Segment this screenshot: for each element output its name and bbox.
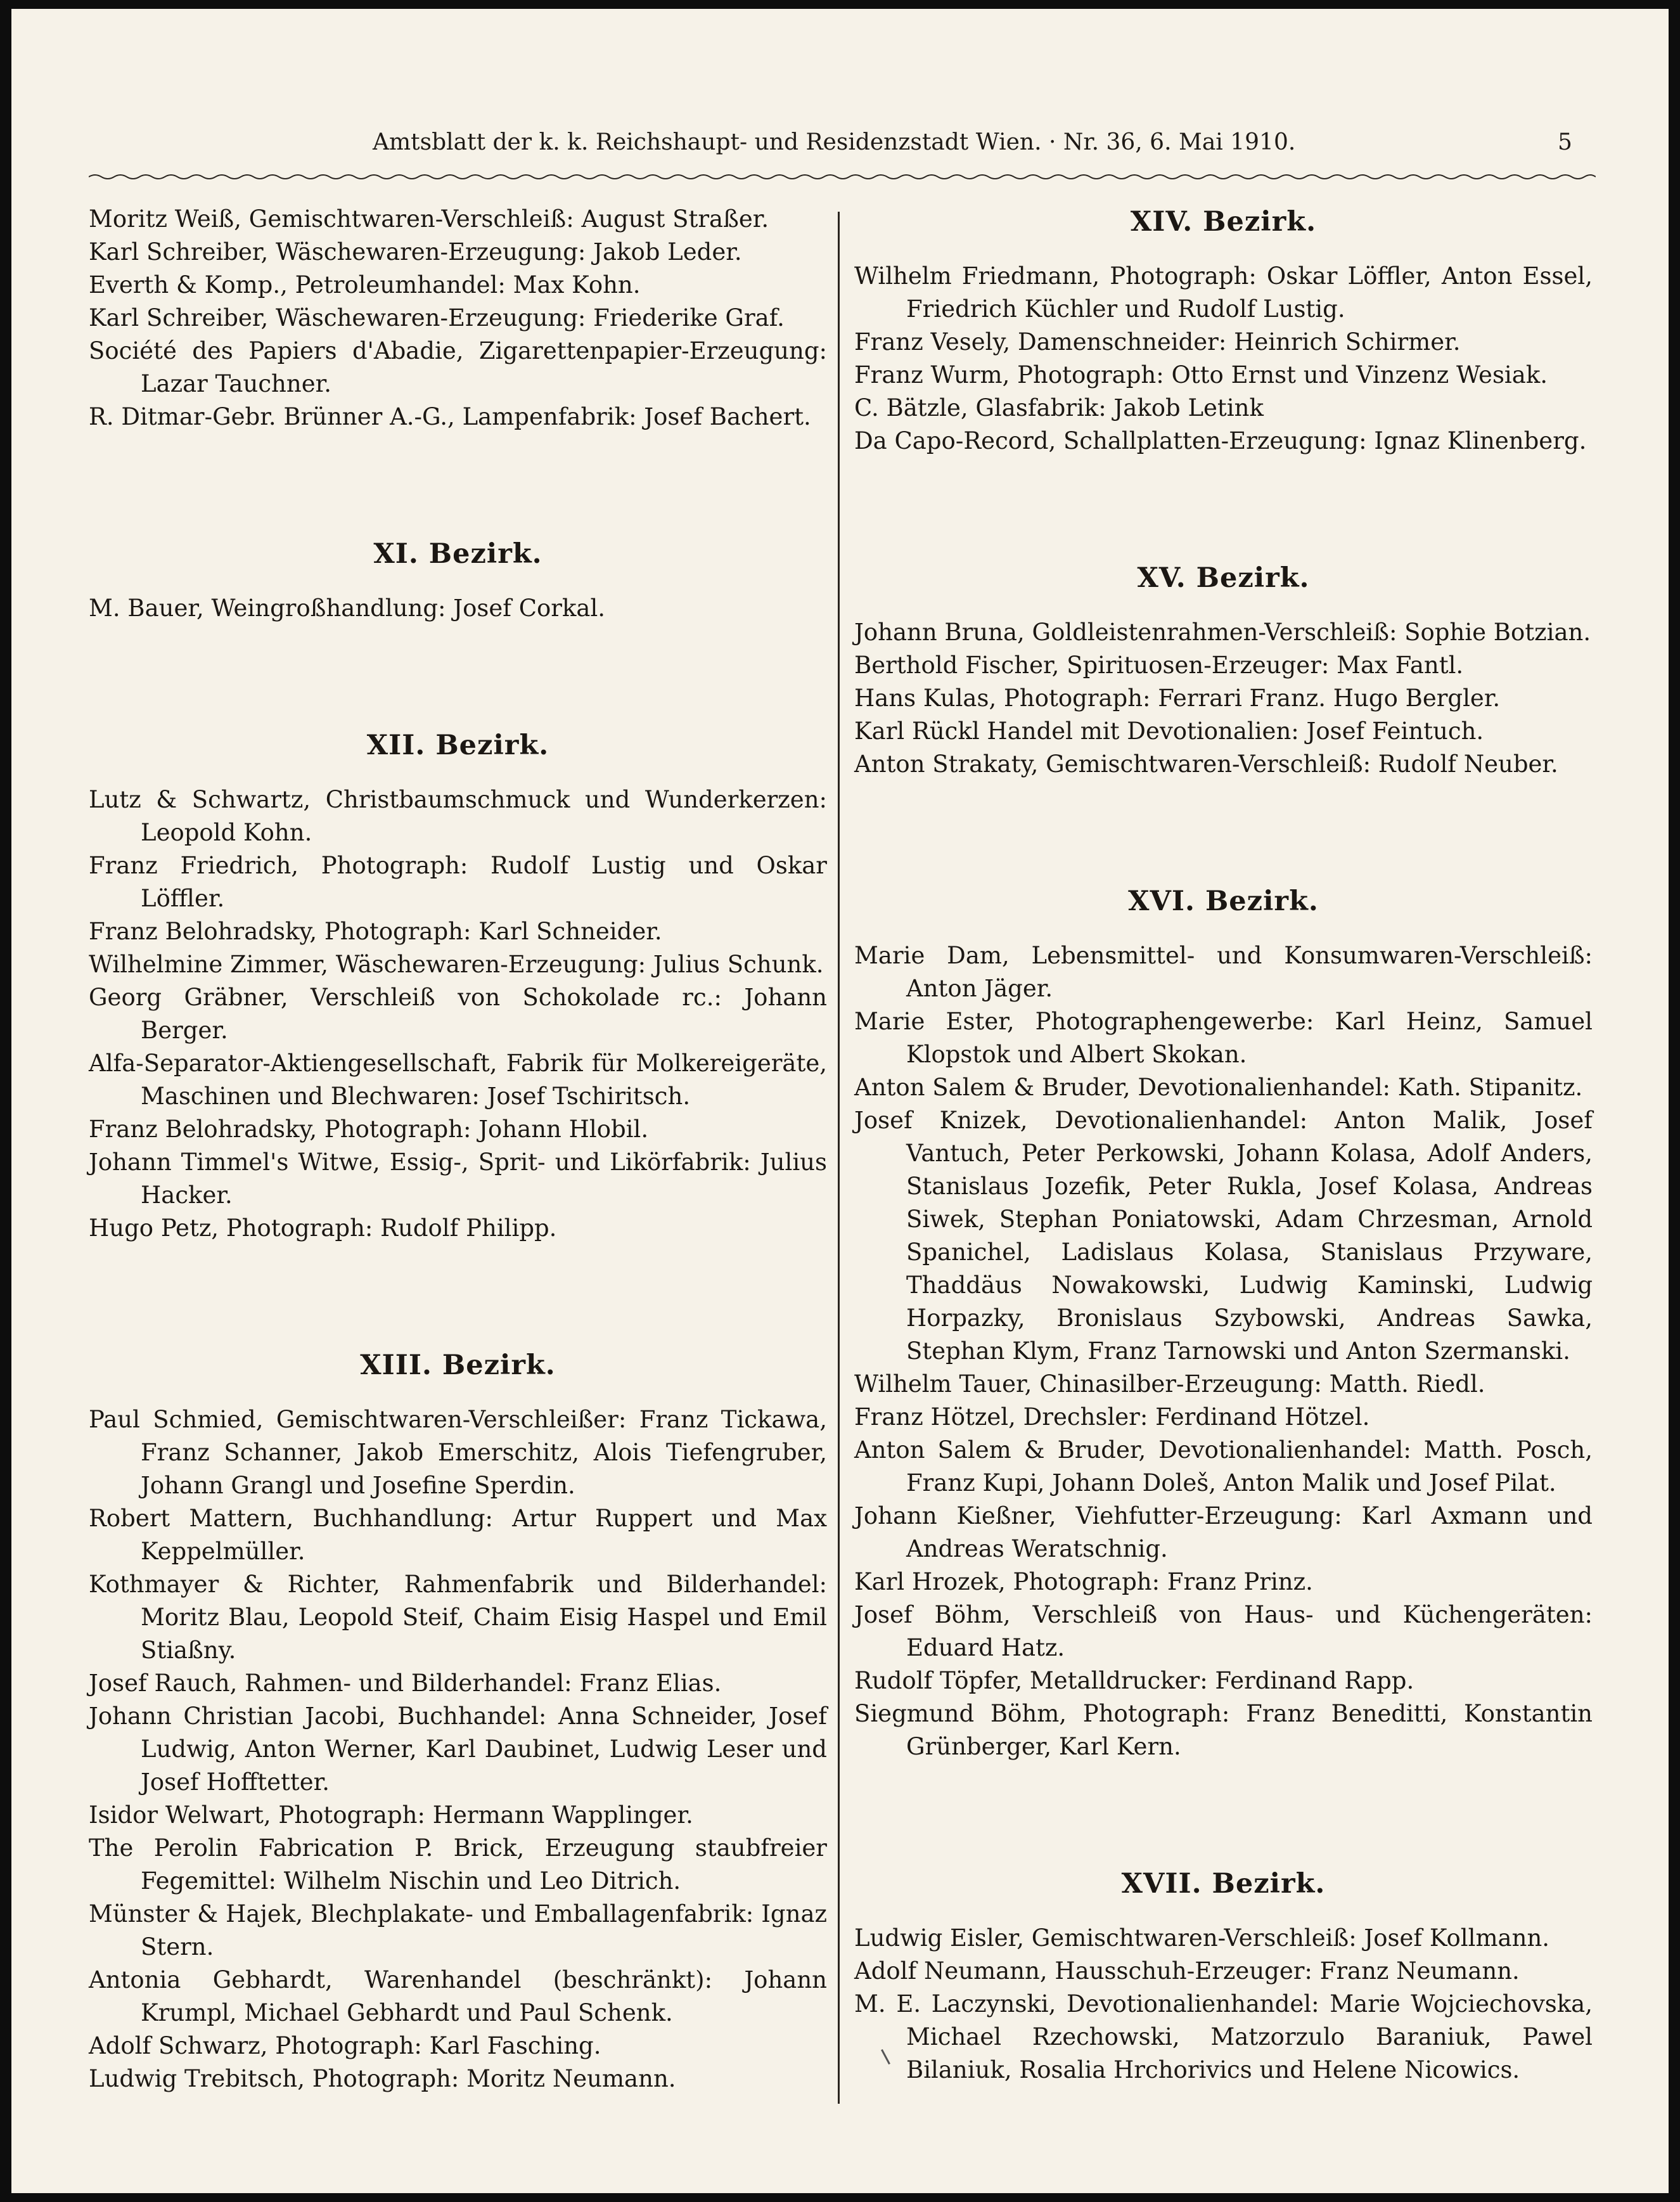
- list-item: Johann Timmel's Witwe, Essig-, Sprit- und Likörfabrik: Julius Hacker.: [89, 1149, 827, 1209]
- list-item: C. Bätzle, Glasfabrik: Jakob Letink: [854, 394, 1264, 422]
- list-item: Paul Schmied, Gemischtwaren-Verschleißer: Franz Tickawa, Franz Schanner, Jakob Emerschitz, Alois Tiefengruber, Johann Grangl und Josefine Sperdin.: [89, 1406, 827, 1499]
- list-item: Hans Kulas, Photograph: Ferrari Franz. Hugo Bergler.: [854, 685, 1501, 712]
- list-item: Johann Christian Jacobi, Buchhandel: Anna Schneider, Josef Ludwig, Anton Werner, Karl Daubinet, Ludwig Leser und Josef Hofftetter.: [89, 1703, 827, 1796]
- list-item: Ludwig Trebitsch, Photograph: Moritz Neumann.: [89, 2065, 676, 2092]
- newspaper-page: [11, 9, 1669, 2193]
- list-item: Robert Mattern, Buchhandlung: Artur Ruppert und Max Keppelmüller.: [89, 1505, 827, 1565]
- list-item: M. E. Laczynski, Devotionalienhandel: Marie Wojciechovska, Michael Rzechowski, Matzorzulo Baraniuk, Pawel Bilaniuk, Rosalia Hrchorivics und Helene Nicowics.: [854, 1990, 1593, 2083]
- district-heading-xv: XV. Bezirk.: [1137, 562, 1310, 594]
- district-heading-xvii: XVII. Bezirk.: [1121, 1868, 1326, 1900]
- list-item: Karl Rückl Handel mit Devotionalien: Josef Feintuch.: [854, 718, 1484, 745]
- list-item: Münster & Hajek, Blechplakate- und Emballagenfabrik: Ignaz Stern.: [89, 1900, 827, 1961]
- list-item: Société des Papiers d'Abadie, Zigarettenpapier-Erzeugung: Lazar Tauchner.: [89, 337, 827, 397]
- list-item: Adolf Schwarz, Photograph: Karl Fasching.: [89, 2032, 601, 2059]
- list-item: Johann Bruna, Goldleistenrahmen-Verschleiß: Sophie Botzian.: [854, 619, 1591, 646]
- page-number: 5: [1558, 129, 1572, 155]
- list-item: Franz Vesely, Damenschneider: Heinrich Schirmer.: [854, 328, 1461, 356]
- list-item: Ludwig Eisler, Gemischtwaren-Verschleiß: Josef Kollmann.: [854, 1924, 1550, 1952]
- district-heading-xi: XI. Bezirk.: [373, 538, 542, 570]
- list-item: Franz Belohradsky, Photograph: Johann Hlobil.: [89, 1116, 649, 1143]
- column-divider: [838, 212, 840, 2104]
- list-item: Rudolf Töpfer, Metalldrucker: Ferdinand Rapp.: [854, 1667, 1414, 1694]
- list-item: Georg Gräbner, Verschleiß von Schokolade rc.: Johann Berger.: [89, 984, 827, 1044]
- list-item: Kothmayer & Richter, Rahmenfabrik und Bilderhandel: Moritz Blau, Leopold Steif, Chaim Eisig Haspel und Emil Stiaßny.: [89, 1571, 827, 1664]
- list-item: Johann Kießner, Viehfutter-Erzeugung: Karl Axmann und Andreas Weratschnig.: [854, 1502, 1593, 1562]
- right-column: [854, 203, 1593, 2087]
- list-item: Moritz Weiß, Gemischtwaren-Verschleiß: August Straßer.: [89, 205, 769, 233]
- list-item: Franz Hötzel, Drechsler: Ferdinand Hötzel.: [854, 1403, 1370, 1431]
- list-item: Josef Knizek, Devotionalienhandel: Anton Malik, Josef Vantuch, Peter Perkowski, Johann Kolasa, Adolf Anders, Stanislaus Jozefik, Peter Rukla, Josef Kolasa, Andreas Siwek, Stephan Poniatowski, Adam Chrzesman, Arnold Spanichel, Ladislaus Kolasa, Stanislaus Przyware, Thaddäus Nowakowski, Ludwig Kaminski, Ludwig Horpazky, Bronislaus Szybowski, Andreas Sawka, Stephan Klym, Franz Tarnowski und Anton Szermanski.: [854, 1107, 1593, 1365]
- list-item: Josef Böhm, Verschleiß von Haus- und Küchengeräten: Eduard Hatz.: [854, 1601, 1593, 1661]
- list-item: Lutz & Schwartz, Christbaumschmuck und Wunderkerzen: Leopold Kohn.: [89, 786, 827, 846]
- district-heading-xvi: XVI. Bezirk.: [1128, 885, 1319, 917]
- list-item: R. Ditmar-Gebr. Brünner A.-G., Lampenfabrik: Josef Bachert.: [89, 403, 811, 430]
- list-item: Josef Rauch, Rahmen- und Bilderhandel: Franz Elias.: [89, 1670, 722, 1697]
- list-item: Anton Strakaty, Gemischtwaren-Verschleiß: Rudolf Neuber.: [854, 750, 1558, 778]
- list-item: Alfa-Separator-Aktiengesellschaft, Fabrik für Molkereigeräte, Maschinen und Blechwaren: Josef Tschiritsch.: [89, 1050, 827, 1110]
- list-item: The Perolin Fabrication P. Brick, Erzeugung staubfreier Fegemittel: Wilhelm Nischin und Leo Ditrich.: [89, 1834, 827, 1895]
- list-item: Berthold Fischer, Spirituosen-Erzeuger: Max Fantl.: [854, 652, 1464, 679]
- list-item: Franz Belohradsky, Photograph: Karl Schneider.: [89, 918, 662, 945]
- list-item: Karl Schreiber, Wäschewaren-Erzeugung: Jakob Leder.: [89, 238, 742, 266]
- list-item: Franz Wurm, Photograph: Otto Ernst und Vinzenz Wesiak.: [854, 361, 1548, 389]
- list-item: Antonia Gebhardt, Warenhandel (beschränkt): Johann Krumpl, Michael Gebhardt und Paul Schenk.: [89, 1966, 827, 2026]
- list-item: Adolf Neumann, Hausschuh-Erzeuger: Franz Neumann.: [854, 1957, 1520, 1985]
- list-item: Wilhelm Tauer, Chinasilber-Erzeugung: Matth. Riedl.: [854, 1370, 1485, 1398]
- list-item: Karl Hrozek, Photograph: Franz Prinz.: [854, 1568, 1313, 1595]
- list-item: Karl Schreiber, Wäschewaren-Erzeugung: Friederike Graf.: [89, 304, 785, 332]
- list-item: Isidor Welwart, Photograph: Hermann Wapplinger.: [89, 1801, 693, 1829]
- list-item: Wilhelmine Zimmer, Wäschewaren-Erzeugung: Julius Schunk.: [89, 951, 824, 978]
- list-item: Marie Ester, Photographengewerbe: Karl Heinz, Samuel Klopstok und Albert Skokan.: [854, 1008, 1593, 1068]
- list-item: Da Capo-Record, Schallplatten-Erzeugung: Ignaz Klinenberg.: [854, 427, 1587, 454]
- district-heading-xii: XII. Bezirk.: [366, 730, 549, 761]
- list-item: Everth & Komp., Petroleumhandel: Max Kohn.: [89, 271, 641, 299]
- header-wavy-rule: [89, 172, 1596, 181]
- left-column: [89, 203, 827, 2096]
- list-item: Wilhelm Friedmann, Photograph: Oskar Löffler, Anton Essel, Friedrich Küchler und Rudolf Lustig.: [854, 262, 1593, 323]
- district-heading-xiv: XIV. Bezirk.: [1130, 206, 1317, 238]
- list-item: Franz Friedrich, Photograph: Rudolf Lustig und Oskar Löffler.: [89, 852, 827, 912]
- district-heading-xiii: XIII. Bezirk.: [360, 1349, 556, 1381]
- list-item: Marie Dam, Lebensmittel- und Konsumwaren-Verschleiß: Anton Jäger.: [854, 942, 1593, 1002]
- list-item: Hugo Petz, Photograph: Rudolf Philipp.: [89, 1214, 557, 1242]
- list-item: Anton Salem & Bruder, Devotionalienhandel: Kath. Stipanitz.: [854, 1074, 1583, 1101]
- list-item: Siegmund Böhm, Photograph: Franz Beneditti, Konstantin Grünberger, Karl Kern.: [854, 1700, 1593, 1760]
- list-item: Anton Salem & Bruder, Devotionalienhandel: Matth. Posch, Franz Kupi, Johann Doleš, Anton Malik und Josef Pilat.: [854, 1436, 1593, 1497]
- list-item: M. Bauer, Weingroßhandlung: Josef Corkal.: [89, 595, 606, 622]
- running-head: Amtsblatt der k. k. Reichshaupt- und Residenzstadt Wien. · Nr. 36, 6. Mai 1910.: [373, 129, 1296, 155]
